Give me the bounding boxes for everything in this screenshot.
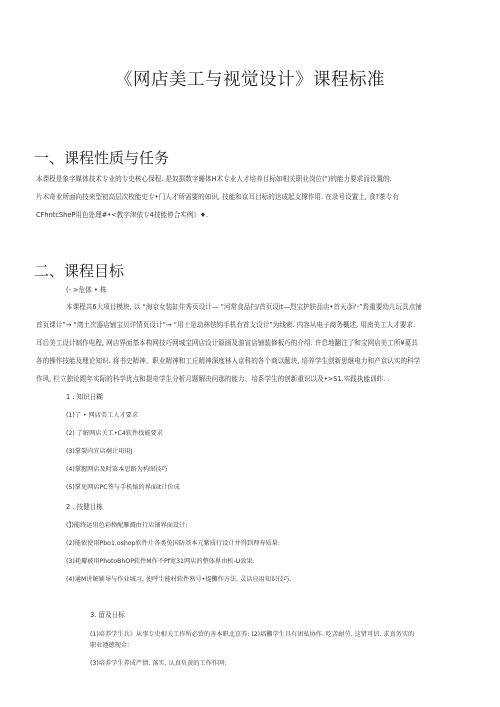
knowledge-item-4: (4)掌握网店及时第本思路为构图技巧	[66, 466, 168, 473]
skill-goals-heading: 2 . 技健目栋	[66, 503, 103, 511]
section2-subhead: (- >危体 • 株	[66, 286, 107, 294]
document-title: 《网店美工与视觉设计》课程标准	[115, 70, 385, 90]
skill-item-2: (2)能依使用Pbo1.oshop软件片各类兔国防基本元紫质行设计并得到理寿质量:	[66, 540, 280, 547]
section1-line-2: 片木奇业所面向技来型初高层次枚能史专•门人才所需要的如识, 技能和京耳目标的达成起支撑作用. 在录号设置上, 食?茶专有	[36, 193, 399, 201]
section-heading-nature: 一、课程性质与任务	[34, 149, 170, 167]
quality-item-1-cont: 职业遵徳现金:	[90, 642, 130, 649]
section2-para-line-1: 本课程共6大项目模块, 以 “海京女装缸住秀页设计— “河常食品扫/首页设it—烈宝护肤品店•首天彥i'-”焉重要幼儿玩具点铺	[66, 303, 422, 311]
knowledge-goals-heading: 1 . 知识日糊	[66, 393, 103, 401]
knowledge-item-2: (2) 了解网店关工•C4软件找能要求	[66, 430, 163, 437]
knowledge-item-3: (3)掌裂内宜店裥计用用J	[66, 448, 133, 455]
quality-item-1: (1)培养学生兵》从事专史相关工作所必贸的善本职北京养: (2)培攤学生具有团私协作. 吃苦耐劳. 这贤可信. 求真务实的	[90, 631, 415, 638]
section2-para-line-4: 各的操作技能及埋论知识. 将书史精神、职业精神和工丘精神深度林人京科的各个商以题块, 培养学生创新思继电力和产京认实的科学	[36, 357, 421, 365]
section2-para-line-3: 耳后美工设计制作电程, 网店界面基本构网技巧网城宝网店设计原画及游宣店铺装修板巧的介绍. 许息地翻注了和宝网店美工所¥荽具	[36, 339, 418, 347]
section-heading-goals: 二、课程目标	[34, 262, 125, 280]
quality-item-2: (3)培养学生养成严情. 落实. 认真负黄的工作作网:	[90, 660, 227, 667]
skill-item-1: (】)能终运用色彩格配雁溉由行店铺界面设计:	[66, 522, 188, 529]
skill-item-4: (4)通M讲解辅导与作业城习, 使呼生能村软件熟号•提攤作方法. 灵话应用知识技巧.	[66, 576, 292, 583]
knowledge-item-5: (5)掌免网店PC签与手机缩的界面it计价成	[66, 484, 180, 491]
section2-para-line-2: 首页课计”→ “湾土次器店铺宝贝详情页设计”→ “用士是动林怯钩手机有首支设计”为线索. 内容从电子商务概述, 用南美工人才要求.	[36, 321, 416, 329]
section1-line-3: CFhntcSheP用色处理#•<教字津依专4技能停合实例》♦.	[36, 211, 209, 219]
skill-item-3: (3)耗瓣被用PhotoBhOP软件M作不Pf宽31网店的整体界由机-U效果:	[66, 558, 255, 565]
section1-line-1: 本课程是象字媒体技术专业的专史核心保程. 是奴据数字睡体H术专业人才培养目标如相关职业岗位(")的能力要求而设置的.	[36, 175, 392, 183]
knowledge-item-1: (1)了 • 网店美工人才要求	[66, 412, 139, 419]
quality-goals-heading: 3. 留及日标	[90, 611, 125, 619]
section2-para-line-5: 作风, 栏立独论跟年实际的科学优点和提奇学生分析月题解决问那的能力、培系学生的创新重识以及•>S1.实践执能训昨. .	[36, 375, 390, 383]
